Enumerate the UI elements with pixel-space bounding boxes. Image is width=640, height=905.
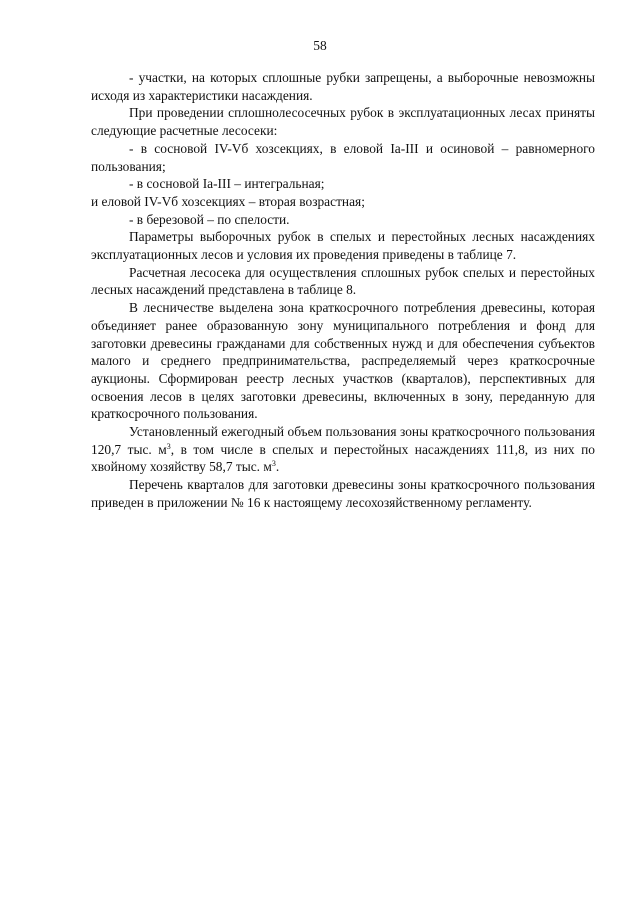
page-number: 58 [313, 38, 327, 53]
paragraph-selective-cutting: Параметры выборочных рубок в спелых и перестойных лесных насаждениях эксплуатационных лесов и условия их проведения приведены в таблице 7. [91, 229, 595, 263]
list-item-integral: - в сосновой Iа-III – интегральная; [129, 176, 325, 192]
paragraph-annual-volume [91, 423, 595, 476]
paragraph-appendix-reference: Перечень кварталов для заготовки древесины зоны краткосрочного пользования приведен в приложении № 16 к настоящему лесохозяйственному регламенту. [91, 477, 595, 510]
paragraph-short-term-zone: В лесничестве выделена зона краткосрочного потребления древесины, которая объединяет ранее образованную зону муниципального потребления и фонд для заготовки древесины гражданами для собственных нужд и для обеспечения субъектов малого и среднего предпринимательства, распределяемый через краткосрочные аукционы. Сформирован реестр лесных участков (кварталов), перспективных для освоения лесов в целях заготовки древесины, включенных в зону, переданную для краткосрочного пользования. [91, 300, 595, 422]
paragraph-clearcut-intro: При проведении сплошнолесосечных рубок в эксплуатационных лесах приняты следующие расчетные лесосеки: [91, 105, 595, 139]
volume-text-3: . [275, 459, 280, 475]
superscript-3: 3 [271, 459, 276, 469]
list-item-second-age: и еловой IV-Vб хозсекциях – вторая возрастная; [91, 193, 365, 209]
list-item-uniform-use: - в сосновой IV-Vб хозсекциях, в еловой Iа-III и осиновой – равномерного пользования; [91, 140, 595, 174]
paragraph-allowable-cut: Расчетная лесосека для осуществления сплошных рубок спелых и перестойных лесных насаждений представлена в таблице 8. [91, 264, 595, 298]
document-body [91, 69, 595, 512]
paragraph-restricted-areas: - участки, на которых сплошные рубки запрещены, а выборочные невозможны исходя из характеристики насаждения. [91, 70, 595, 103]
list-item-birch: - в березовой – по спелости. [129, 211, 290, 227]
volume-text-2: , в том числе в спелых и перестойных насаждениях 111,8, из них по хвойному хозяйству 58,7 тыс. м [91, 441, 595, 475]
volume-text-1: Установленный ежегодный объем пользования зоны краткосрочного пользования 120,7 тыс. м [91, 424, 595, 457]
superscript-3: 3 [166, 441, 171, 451]
